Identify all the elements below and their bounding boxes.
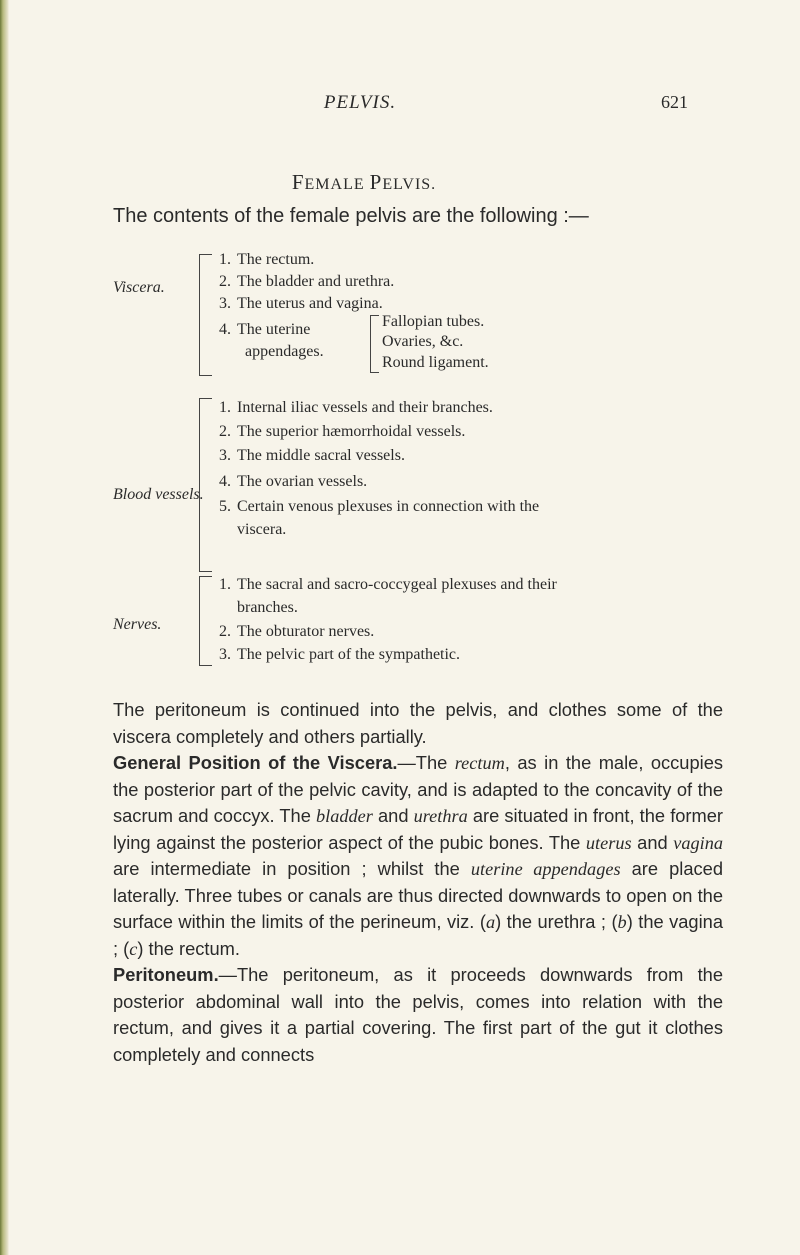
item-text: Internal iliac vessels and their branches. (237, 399, 493, 416)
item-number: 2. (219, 273, 231, 290)
text-run: ) the vagina ; ( (113, 911, 723, 959)
item-number: 1. (219, 399, 231, 416)
appendages-brace (370, 315, 379, 373)
running-head-title: PELVIS. (323, 92, 397, 113)
list-item-continuation: viscera. (237, 521, 287, 538)
list-item-continuation: branches. (237, 599, 298, 616)
item-text: The ovarian vessels. (237, 473, 368, 490)
letter-c: c (129, 938, 138, 959)
item-text: Certain venous plexuses in connection with the (237, 498, 540, 515)
viscera-label: Viscera. (113, 279, 165, 296)
letter-b: b (617, 912, 627, 932)
text-run: , as in the male, occupies the posterior part of the pelvic cavity, and is adapted to the concavity of the sacrum and coccyx. The (113, 752, 723, 826)
nerves-label: Nerves. (113, 616, 162, 633)
text-run: —The (397, 752, 455, 773)
text-run: and (372, 805, 414, 826)
term-uterine-appendages: uterine appendages (470, 859, 621, 879)
item-text: The uterine (237, 321, 311, 338)
term-vagina: vagina (673, 832, 723, 853)
item-text: The uterus and vagina. (237, 295, 383, 312)
text-run: and (631, 831, 674, 853)
text-run: ) the urethra ; ( (495, 911, 618, 932)
text-run: are intermediate in position ; whilst the (113, 858, 471, 879)
appendage-item: Ovaries, &c. (382, 333, 464, 350)
text-run: —The peritoneum, as it proceeds downwards from the posterior abdominal wall into the pelvis, comes into relation with the rectum, and gives it a partial covering. The first part of the gut it clothes completely and connects (113, 964, 723, 1065)
item-text: appendages. (245, 343, 324, 360)
item-number: 5. (219, 498, 231, 515)
lead-sentence: The contents of the female pelvis are the following :— (113, 205, 589, 227)
appendage-item: Round ligament. (382, 354, 489, 371)
term-rectum: rectum (454, 753, 505, 773)
paragraph-peritoneum (113, 962, 723, 1068)
paragraph-heading: General Position of the Viscera. (113, 752, 398, 773)
body-text (113, 697, 723, 1068)
text-run: are situated in front, the former lying against the posterior aspect of the pubic bones. The (113, 805, 724, 853)
item-text: The bladder and urethra. (237, 273, 395, 290)
text-run: are placed laterally. Three tubes or canals are thus directed downwards to open on the surface within the limits of the perineum, viz. ( (113, 858, 723, 932)
item-number: 3. (219, 646, 231, 663)
blood-vessels-label: Blood vessels. (113, 486, 204, 503)
item-number: 2. (219, 423, 231, 440)
item-text: The obturator nerves. (237, 623, 375, 640)
term-bladder: bladder (316, 806, 373, 826)
term-uterus: uterus (585, 832, 632, 853)
paragraph-heading: Peritoneum. (113, 964, 219, 985)
item-number: 4. (219, 321, 231, 338)
item-number: 4. (219, 473, 231, 490)
item-number: 3. (219, 447, 231, 464)
section-title-rest-1: EMALE (304, 176, 370, 193)
item-text: The rectum. (237, 251, 315, 268)
section-title (0, 170, 728, 195)
section-title-rest-2: ELVIS. (382, 176, 437, 193)
section-title-initial-2: P (369, 170, 383, 194)
item-number: 1. (219, 251, 231, 268)
item-text: The middle sacral vessels. (237, 447, 405, 464)
item-number: 3. (219, 295, 231, 312)
section-title-initial-1: F (291, 170, 305, 194)
item-text: The superior hæmorrhoidal vessels. (237, 423, 466, 440)
item-text: The pelvic part of the sympathetic. (237, 646, 461, 663)
letter-a: a (485, 912, 496, 932)
item-number: 1. (219, 576, 231, 593)
item-text: The sacral and sacro-coccygeal plexuses and their (237, 576, 557, 593)
term-urethra: urethra (413, 806, 468, 826)
paragraph-general-position (113, 750, 723, 962)
running-head (0, 92, 800, 118)
item-number: 2. (219, 623, 231, 640)
appendage-item: Fallopian tubes. (382, 313, 485, 330)
text-run: ) the rectum. (137, 937, 240, 959)
page-number: 621 (661, 92, 688, 112)
paragraph-intro: The peritoneum is continued into the pelvis, and clothes some of the viscera completely and others partially. (113, 699, 723, 747)
